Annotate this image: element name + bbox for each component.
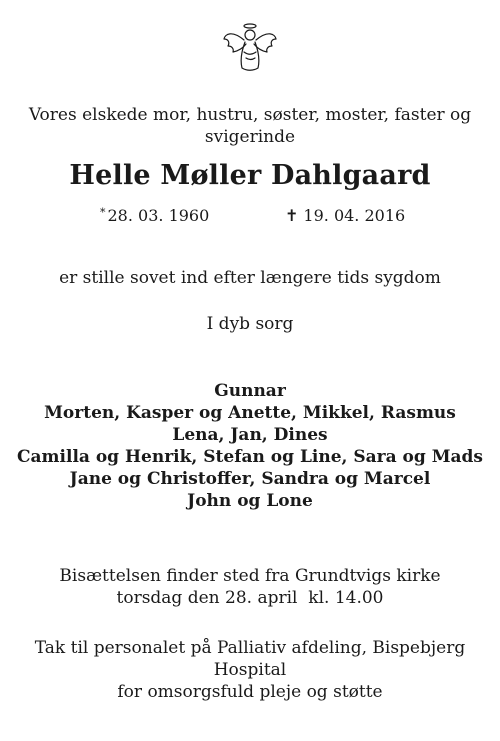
mourner-line: Morten, Kasper og Anette, Mikkel, Rasmus: [44, 403, 456, 423]
thanks-line: for omsorgsfuld pleje og støtte: [117, 682, 383, 702]
funeral-line: torsdag den 28. april kl. 14.00: [116, 588, 384, 608]
deceased-name: Helle Møller Dahlgaard: [69, 160, 431, 191]
thanks-text: [0, 637, 500, 703]
life-dates: [0, 206, 500, 228]
sorrow-line: I dyb sorg: [206, 314, 294, 334]
funeral-info: [0, 565, 500, 609]
death-date-text: 19. 04. 2016: [303, 206, 406, 225]
intro-text: [0, 104, 500, 148]
intro-line: svigerinde: [204, 127, 296, 147]
birth-star-icon: *: [100, 206, 106, 219]
death-date: [285, 206, 405, 225]
angel-icon: [222, 22, 278, 74]
thanks-line: Tak til personalet på Palliativ afdeling, Bispebjerg: [34, 638, 466, 658]
birth-date-text: 28. 03. 1960: [107, 206, 210, 225]
mourner-line: Lena, Jan, Dines: [172, 425, 328, 445]
mourner-line: Gunnar: [214, 381, 286, 401]
mourner-line: Jane og Christoffer, Sandra og Marcel: [69, 469, 431, 489]
intro-line: Vores elskede mor, hustru, søster, moster, faster og: [28, 105, 472, 125]
cross-icon: ✝: [285, 206, 299, 225]
mourner-line: John og Lone: [187, 491, 313, 511]
funeral-line: Bisættelsen finder sted fra Grundtvigs kirke: [59, 566, 441, 586]
mourners-list: [0, 380, 500, 512]
mourner-line: Camilla og Henrik, Stefan og Line, Sara og Mads: [17, 447, 483, 467]
thanks-line: Hospital: [213, 660, 287, 680]
birth-date: [100, 206, 209, 225]
passing-statement: er stille sovet ind efter længere tids sygdom: [59, 268, 441, 288]
